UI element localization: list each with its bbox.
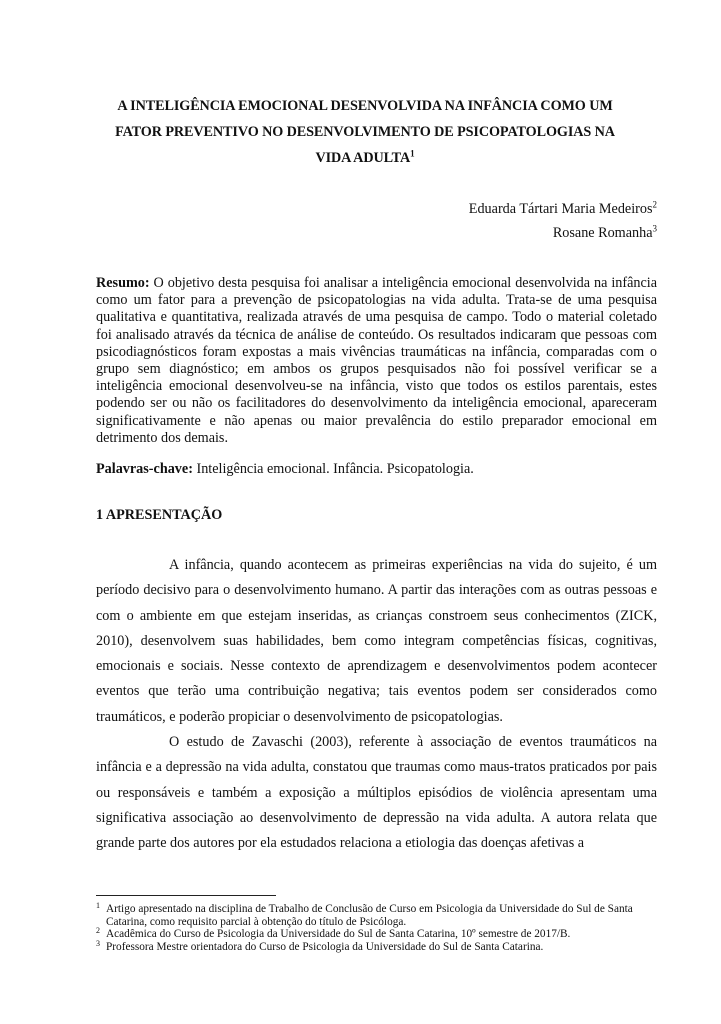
abstract (96, 275, 657, 447)
title-line-3-text: VIDA ADULTA (315, 150, 411, 166)
author-1 (469, 199, 657, 219)
title-line-2: FATOR PREVENTIVO NO DESENVOLVIMENTO DE PSICOPATOLOGIAS NA (115, 124, 615, 140)
author-1-footnote-mark: 2 (652, 199, 657, 210)
abstract-text: O objetivo desta pesquisa foi analisar a inteligência emocional desenvolvida na infância como um fator para a prevenção de psicopatologias na vida adulta. Trata-se de uma pesquisa qualitativa e quantitativa, realizada através de uma pesquisa de campo. Todo o material coletado foi analisado através da técnica de análise de conteúdo. Os resultados indicaram que pessoas com psicodiagnósticos foram expostas a mais vivências traumáticas na infância, comparadas com o grupo sem diagnóstico; em ambos os grupos pesquisados não foi possível verificar se a inteligência emocional desenvolveu-se na infância, visto que todos os estilos parentais, estes podendo ser ou não os facilitadores do desenvolvimento da inteligência emocional, apareceram significativamente e não apenas ou maior prevalência do estilo preparador emocional em detrimento dos demais. (96, 275, 658, 446)
author-2 (553, 223, 657, 243)
footnote-1-mark: 1 (96, 901, 100, 910)
footnote-2 (96, 928, 661, 941)
footnote-2-mark: 2 (96, 926, 100, 936)
abstract-label: Resumo: (96, 275, 150, 291)
footnote-1-text: Artigo apresentado na disciplina de Trabalho de Conclusão de Curso em Psicologia da Universidade do Sul de Santa Catarina, como requisito parcial à obtenção do título de Psicóloga. (106, 903, 633, 928)
title-footnote-mark: 1 (410, 148, 415, 159)
footnote-3-mark: 3 (96, 938, 100, 948)
footnote-1 (96, 903, 661, 928)
title-line-3 (90, 145, 640, 171)
body-paragraph-1: A infância, quando acontecem as primeiras experiências na vida do sujeito, é um período decisivo para o desenvolvimento humano. A partir das interações com as outras pessoas e com o ambiente em que estejam inseridas, as crianças constroem seus conhecimentos (ZICK, 2010), desenvolvem suas habilidades, bem como integram competências físicas, cognitivas, emocionais e sociais. Nesse contexto de aprendizagem e desenvolvimentos podem acontecer eventos que terão uma contribuição negativa; tais eventos podem ser considerados como traumáticos, e poderão propiciar o desenvolvimento de psicopatologias. (96, 557, 657, 725)
keywords-label: Palavras-chave: (96, 461, 193, 477)
paper-title (90, 93, 640, 171)
keywords (96, 461, 657, 478)
author-2-name: Rosane Romanha (552, 225, 653, 241)
footnote-3 (96, 938, 661, 954)
keywords-text: Inteligência emocional. Infância. Psicopatologia. (196, 461, 474, 477)
body-paragraph-2: O estudo de Zavaschi (2003), referente à associação de eventos traumáticos na infância e a depressão na vida adulta, constatou que traumas como maus-tratos praticados por pais ou responsáveis e também a exposição a múltiplos episódios de violência apresentam uma significativa associação ao desenvolvimento de depressão na vida adulta. A autora relata que grande parte dos autores por ela estudados relaciona a etiologia das doenças afetivas a (96, 734, 657, 852)
author-2-footnote-mark: 3 (652, 223, 657, 234)
footnote-separator (96, 895, 276, 896)
author-1-name: Eduarda Tártari Maria Medeiros (468, 201, 653, 217)
footnotes (96, 903, 661, 953)
section-heading: 1 APRESENTAÇÃO (96, 507, 223, 523)
footnote-2-text: Acadêmica do Curso de Psicologia da Universidade do Sul de Santa Catarina, 10º semestre de 2017/B. (106, 928, 571, 941)
footnote-3-text: Professora Mestre orientadora do Curso de Psicologia da Universidade do Sul de Santa Catarina. (106, 940, 544, 953)
section-body (96, 553, 657, 857)
title-line-1: A INTELIGÊNCIA EMOCIONAL DESENVOLVIDA NA INFÂNCIA COMO UM (117, 98, 613, 114)
